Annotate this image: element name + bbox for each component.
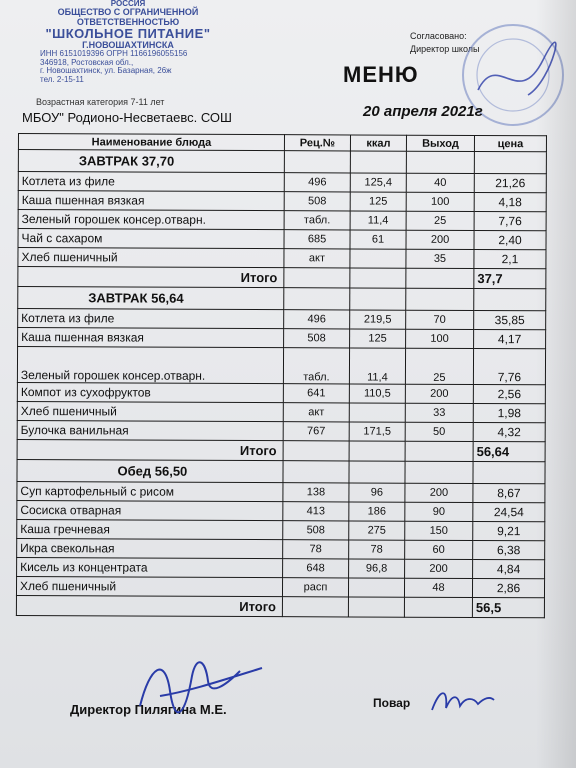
recipe-number: 648 <box>283 559 349 578</box>
portion-weight: 200 <box>406 230 474 249</box>
dish-name: Икра свекольная <box>17 538 283 558</box>
dish-price: 8,67 <box>473 483 545 502</box>
total-row <box>16 595 544 617</box>
menu-item-row <box>17 500 545 521</box>
column-header: Рец.№ <box>284 135 350 151</box>
section-title: Обед 56,50 <box>17 459 283 482</box>
kcal-value: 219,5 <box>350 310 406 329</box>
recipe-number: 78 <box>283 540 349 559</box>
recipe-number: 508 <box>284 192 350 211</box>
recipe-number: 496 <box>284 173 350 192</box>
portion-weight: 35 <box>406 249 474 268</box>
portion-weight: 200 <box>405 483 473 502</box>
total-label: Итого <box>17 439 283 460</box>
kcal-value: 96 <box>349 483 405 502</box>
page-title: МЕНЮ <box>343 62 419 87</box>
total-row <box>17 439 545 461</box>
dish-price: 35,85 <box>474 310 546 329</box>
column-header: Выход <box>406 135 474 151</box>
dish-name: Хлеб пшеничный <box>17 401 283 421</box>
stamp-line: г. Новошахтинск, ул. Базарная, 26ж <box>40 66 172 76</box>
menu-item-row <box>18 210 546 231</box>
total-row <box>18 267 546 289</box>
stamp-line: ОБЩЕСТВО С ОГРАНИЧЕННОЙ <box>57 7 199 18</box>
recipe-number: 496 <box>284 310 350 329</box>
dish-price: 2,56 <box>473 384 545 403</box>
total-price: 56,64 <box>473 441 545 461</box>
menu-body <box>16 150 546 618</box>
recipe-number: 413 <box>283 502 349 521</box>
empty-cell <box>350 268 406 288</box>
menu-item-row <box>17 519 545 540</box>
dish-name: Хлеб пшеничный <box>18 248 284 268</box>
portion-weight: 70 <box>406 310 474 329</box>
dish-price: 6,38 <box>473 540 545 559</box>
kcal-value: 11,4 <box>349 348 405 384</box>
kcal-value: 275 <box>349 521 405 540</box>
dish-name: Котлета из филе <box>18 309 284 329</box>
menu-item-row <box>18 172 546 193</box>
empty-cell <box>473 461 545 483</box>
stamp-line: тел. 2-15-11 <box>40 74 84 84</box>
dish-name: Кисель из концентрата <box>17 557 283 577</box>
kcal-value: 125,4 <box>350 173 406 192</box>
kcal-value: 78 <box>349 540 405 559</box>
section-row <box>18 150 546 174</box>
director-signature-line: Директор Пилягина М.Е. <box>70 702 227 717</box>
cook-signature-icon <box>428 684 498 716</box>
school-name: МБОУ" Родионо-Несветаевс. СОШ <box>22 110 232 125</box>
approval-role: Директор школы <box>410 44 480 54</box>
dish-name: Чай с сахаром <box>18 229 284 249</box>
menu-item-row <box>18 248 546 269</box>
portion-weight: 90 <box>405 502 473 521</box>
kcal-value: 125 <box>350 329 406 348</box>
empty-cell <box>404 597 472 617</box>
dish-price: 2,86 <box>472 578 544 597</box>
portion-weight: 48 <box>404 578 472 597</box>
kcal-value: 96,8 <box>349 559 405 578</box>
empty-cell <box>349 461 405 483</box>
recipe-number: 685 <box>284 230 350 249</box>
recipe-number: табл. <box>283 348 349 384</box>
dish-price: 7,76 <box>473 348 545 384</box>
empty-cell <box>406 288 474 310</box>
recipe-number: 641 <box>283 384 349 403</box>
section-title: ЗАВТРАК 56,64 <box>18 287 284 310</box>
menu-table <box>16 133 547 618</box>
dish-price: 2,40 <box>474 230 546 249</box>
portion-weight: 200 <box>405 384 473 403</box>
dish-name: Каша гречневая <box>17 519 283 539</box>
kcal-value <box>350 249 406 268</box>
recipe-number: акт <box>283 403 349 422</box>
menu-item-row <box>17 481 545 502</box>
portion-weight: 25 <box>405 348 473 384</box>
menu-item-row <box>18 229 546 250</box>
stamp-line: "ШКОЛЬНОЕ ПИТАНИЕ" <box>45 26 211 42</box>
menu-item-row <box>18 191 546 212</box>
kcal-value: 110,5 <box>349 384 405 403</box>
menu-date: 20 апреля 2021г <box>363 103 483 120</box>
dish-name: Каша пшенная вязкая <box>18 191 284 211</box>
empty-cell <box>350 151 406 173</box>
menu-item-row <box>17 401 545 422</box>
approval-label: Согласовано: <box>410 31 467 41</box>
recipe-number: 508 <box>283 521 349 540</box>
portion-weight: 60 <box>405 540 473 559</box>
stamp-line: ОТВЕТСТВЕННОСТЬЮ <box>76 16 180 27</box>
section-row <box>18 287 546 311</box>
recipe-number: 508 <box>284 329 350 348</box>
menu-item-row <box>17 538 545 559</box>
menu-item-row <box>17 557 545 578</box>
empty-cell <box>283 461 349 483</box>
menu-item-row <box>16 576 544 597</box>
company-stamp <box>28 0 228 84</box>
kcal-value: 171,5 <box>349 422 405 441</box>
column-header: цена <box>474 135 546 151</box>
portion-weight: 100 <box>406 329 474 348</box>
dish-price: 4,17 <box>474 329 546 348</box>
recipe-number: табл. <box>284 211 350 230</box>
dish-price: 21,26 <box>474 173 546 192</box>
total-label: Итого <box>16 595 282 616</box>
dish-name: Зеленый горошек консер.отварн. <box>18 210 284 230</box>
section-title: ЗАВТРАК 37,70 <box>18 150 284 173</box>
dish-name: Сосиска отварная <box>17 500 283 520</box>
dish-name: Каша пшенная вязкая <box>18 328 284 348</box>
empty-cell <box>282 597 348 617</box>
portion-weight: 150 <box>405 521 473 540</box>
dish-name: Компот из сухофруктов <box>17 382 283 402</box>
stamp-line: РОССИЯ <box>110 0 146 8</box>
dish-price: 7,76 <box>474 211 546 230</box>
total-label: Итого <box>18 267 284 288</box>
column-header: Наименование блюда <box>18 134 284 151</box>
dish-name: Булочка ванильная <box>17 420 283 440</box>
portion-weight: 40 <box>406 173 474 192</box>
recipe-number: 138 <box>283 483 349 502</box>
dish-name: Зеленый горошек консер.отварн. <box>17 347 283 384</box>
stamp-line: Г.НОВОШАХТИНСКА <box>82 39 174 50</box>
dish-name: Хлеб пшеничный <box>16 576 282 596</box>
empty-cell <box>406 268 474 288</box>
stamp-line: ИНН 6151019396 ОГРН 1166196055156 <box>40 49 188 59</box>
portion-weight: 100 <box>406 192 474 211</box>
empty-cell <box>284 268 350 288</box>
kcal-value <box>349 403 405 422</box>
kcal-value: 186 <box>349 502 405 521</box>
total-price: 37,7 <box>474 268 546 288</box>
empty-cell <box>474 288 546 310</box>
total-price: 56,5 <box>472 597 544 617</box>
portion-weight: 25 <box>406 211 474 230</box>
empty-cell <box>284 288 350 310</box>
dish-price: 4,18 <box>474 192 546 211</box>
recipe-number: акт <box>284 249 350 268</box>
dish-price: 24,54 <box>473 502 545 521</box>
recipe-number: расп <box>282 578 348 597</box>
menu-item-row <box>18 309 546 330</box>
director-signature-icon <box>130 646 270 721</box>
dish-name: Котлета из филе <box>18 172 284 192</box>
cook-label: Повар <box>373 696 411 710</box>
empty-cell <box>283 441 349 461</box>
menu-item-row <box>17 382 545 403</box>
empty-cell <box>350 288 406 310</box>
dish-price: 4,32 <box>473 422 545 441</box>
portion-weight: 200 <box>405 559 473 578</box>
dish-price: 1,98 <box>473 403 545 422</box>
empty-cell <box>474 151 546 173</box>
recipe-number: 767 <box>283 422 349 441</box>
empty-cell <box>348 597 404 617</box>
stamp-line: 346918, Ростовская обл., <box>40 57 134 67</box>
dish-name: Суп картофельный с рисом <box>17 481 283 501</box>
dish-price: 9,21 <box>473 521 545 540</box>
kcal-value: 61 <box>350 230 406 249</box>
age-category: Возрастная категория 7-11 лет <box>36 97 165 107</box>
empty-cell <box>284 151 350 173</box>
menu-item-row <box>17 347 545 385</box>
empty-cell <box>406 151 474 173</box>
section-row <box>17 459 545 483</box>
column-header: ккал <box>350 135 406 151</box>
kcal-value: 11,4 <box>350 211 406 230</box>
dish-price: 4,84 <box>473 559 545 578</box>
menu-item-row <box>17 420 545 441</box>
empty-cell <box>405 441 473 461</box>
portion-weight: 33 <box>405 403 473 422</box>
kcal-value <box>348 578 404 597</box>
dish-price: 2,1 <box>474 249 546 268</box>
menu-item-row <box>18 328 546 349</box>
portion-weight: 50 <box>405 422 473 441</box>
empty-cell <box>405 461 473 483</box>
empty-cell <box>349 441 405 461</box>
kcal-value: 125 <box>350 192 406 211</box>
